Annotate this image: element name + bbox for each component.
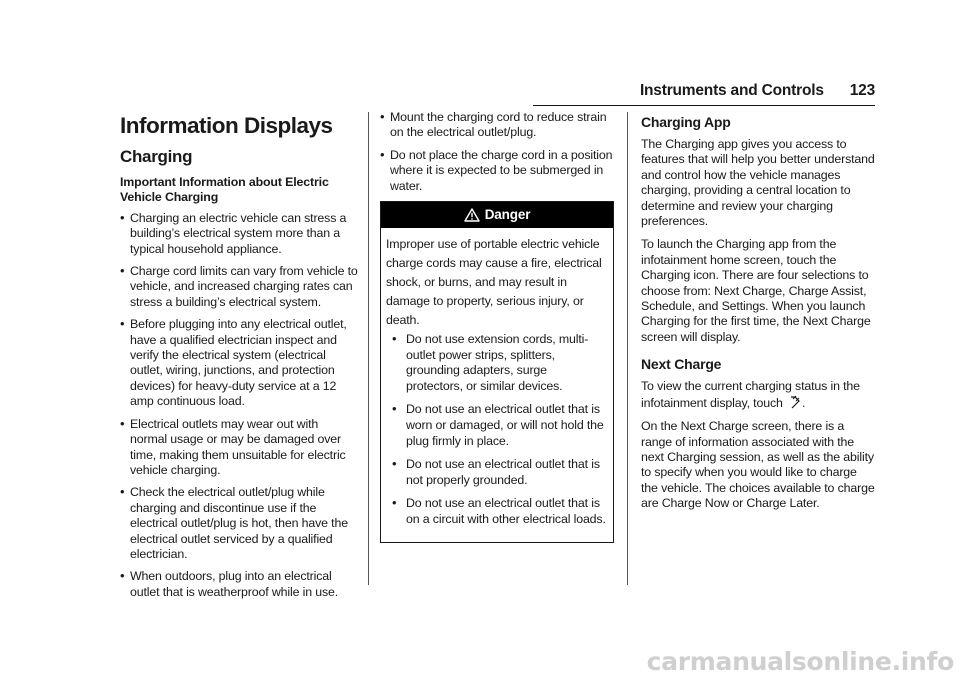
- paragraph-next-charge: [641, 379, 875, 411]
- charging-tips-list: [380, 110, 614, 194]
- list-item: • When outdoors, plug into an electrical outlet that is weatherproof while in use.: [120, 569, 358, 600]
- page-title: Information Displays: [120, 113, 333, 138]
- column-divider-1: [368, 112, 369, 585]
- danger-header: [381, 202, 613, 228]
- charge-plug-icon: [788, 395, 802, 409]
- section-title-charging: Charging: [120, 147, 193, 166]
- charging-warnings-list: [120, 211, 358, 600]
- list-item: • Mount the charging cord to reduce strain on the electrical outlet/plug.: [380, 110, 614, 141]
- danger-box: [380, 201, 614, 543]
- list-item: • Charging an electric vehicle can stress a building’s electrical system more than a typical household appliance.: [120, 211, 358, 257]
- paragraph: The Charging app gives you access to features that will help you better understand and control how the vehicle manages charging, providing a central location to determine and review your charging preferences.: [641, 137, 875, 229]
- list-item: • Do not use an electrical outlet that is not properly grounded.: [392, 457, 607, 488]
- column-divider-2: [627, 112, 628, 585]
- paragraph-text-end: .: [802, 395, 806, 410]
- subheading-important-info: Important Information about Electric Vehicle Charging: [120, 175, 329, 205]
- list-item: • Do not use an electrical outlet that is worn or damaged, or will not hold the plug firmly in place.: [392, 402, 607, 449]
- page-number: 123: [849, 82, 875, 99]
- page-header: [533, 82, 875, 100]
- section-title-next-charge: Next Charge: [641, 356, 722, 373]
- warning-triangle-icon: [464, 208, 480, 222]
- list-item: • Check the electrical outlet/plug while charging and discontinue use if the electrical outlet/plug is hot, then have the electrical outlet serviced by a qualified electrician.: [120, 485, 358, 562]
- paragraph: To launch the Charging app from the infotainment home screen, touch the Charging icon. There are four selections to choose from: Next Charge, Charge Assist, Schedule, and Settings. When you launch Charging for the first time, the Next Charge screen will display.: [641, 237, 871, 344]
- watermark: carmanualsonline.info: [646, 647, 954, 676]
- danger-list: [386, 332, 607, 528]
- paragraph: On the Next Charge screen, there is a range of information associated with the next Charging session, as well as the ability to specify when you would like to charge the vehicle. The choices available to charge are Charge Now or Charge Later.: [641, 419, 875, 511]
- list-item: • Before plugging into any electrical outlet, have a qualified electrician inspect and verify the electrical system (electrical outlet, wiring, junctions, and protection devices) for heavy-duty service at a 12 amp continuous load.: [120, 317, 358, 409]
- column-right: [641, 110, 875, 520]
- list-item: • Electrical outlets may wear out with normal usage or may be damaged over time, making them unsuitable for electric vehicle charging.: [120, 417, 358, 479]
- danger-title: Danger: [484, 207, 531, 223]
- column-middle: [380, 110, 614, 543]
- list-item: • Do not use an electrical outlet that is on a circuit with other electrical loads.: [392, 496, 607, 527]
- list-item: • Do not use extension cords, multi-outlet power strips, splitters, grounding adapters, surge protectors, or similar devices.: [392, 332, 607, 394]
- danger-text: Improper use of portable electric vehicle charge cords may cause a fire, electrical shock, or burns, and may result in damage to property, serious injury, or death.: [386, 237, 602, 328]
- header-rule: [533, 105, 875, 106]
- list-item: • Charge cord limits can vary from vehicle to vehicle, and increased charging rates can stress a building’s electrical system.: [120, 264, 358, 310]
- column-left: [120, 110, 358, 607]
- paragraph-text: To view the current charging status in the infotainment display, touch: [641, 379, 860, 410]
- section-title-charging-app: Charging App: [641, 114, 731, 130]
- header-section-title: Instruments and Controls: [639, 82, 824, 99]
- danger-body: [381, 228, 613, 542]
- list-item: • Do not place the charge cord in a position where it is expected to be submerged in water.: [380, 148, 614, 194]
